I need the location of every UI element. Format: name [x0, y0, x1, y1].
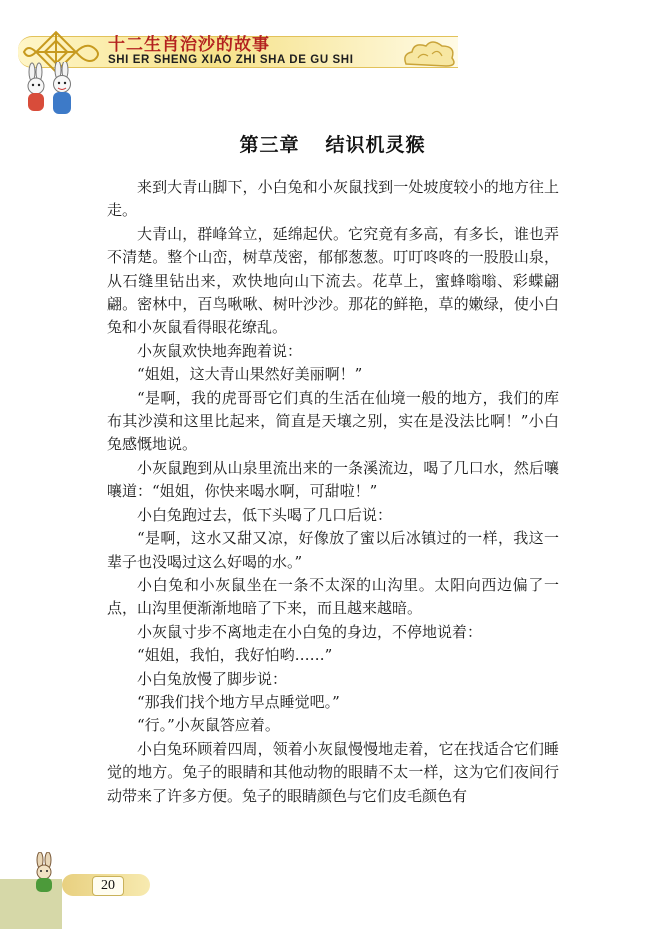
series-title: 十二生肖治沙的故事 — [108, 35, 270, 55]
chapter-heading — [0, 130, 665, 157]
paragraph: 小白兔放慢了脚步说： — [137, 669, 288, 688]
paragraph: 小灰鼠寸步不离地走在小白兔的身边，不停地说着： — [137, 622, 483, 641]
page-number: 20 — [92, 876, 124, 896]
paragraph: “是啊，这水又甜又凉，好像放了蜜以后冰镇过的一样，我这一辈子也没喝过这么好喝的水。” — [107, 529, 559, 571]
body-text — [107, 176, 559, 808]
chapter-title: 结识机灵猴 — [325, 134, 426, 156]
paragraph: “姐姐，我怕，我好怕哟……” — [137, 646, 333, 665]
paragraph: 小灰鼠跑到从山泉里流出来的一条溪流边，喝了几口水，然后嚷嚷道：“姐姐，你快来喝水啊，可甜啦！” — [107, 458, 559, 501]
page-header — [0, 0, 665, 120]
chapter-number: 第三章 — [239, 134, 300, 156]
series-pinyin: SHI ER SHENG XIAO ZHI SHA DE GU SHI — [108, 54, 354, 66]
cloud-icon — [400, 38, 460, 70]
paragraph: 大青山，群峰耸立，延绵起伏。它究竟有多高，有多长，谁也弄不清楚。整个山峦，树草茂密，郁郁葱葱。叮叮咚咚的一股股山泉，从石缝里钻出来，欢快地向山下流去。花草上，蜜蜂嗡嗡、彩蝶翩翩。密林中，百鸟啾啾、树叶沙沙。那花的鲜艳，草的嫩绿，使小白兔和小灰鼠看得眼花缭乱。 — [107, 224, 559, 337]
paragraph: 小白兔和小灰鼠坐在一条不太深的山沟里。太阳向西边偏了一点，山沟里便渐渐地暗了下来，而且越来越暗。 — [107, 575, 559, 618]
paragraph: “姐姐，这大青山果然好美丽啊！” — [137, 365, 363, 384]
rabbit-icon — [14, 62, 84, 120]
paragraph: “是啊，我的虎哥哥它们真的生活在仙境一般的地方，我们的库布其沙漠和这里比起来，简直是天壤之别，实在是没法比啊！”小白兔感慨地说。 — [107, 388, 559, 454]
paragraph: 小灰鼠欢快地奔跑着说： — [137, 341, 303, 360]
paragraph: 来到大青山脚下，小白兔和小灰鼠找到一处坡度较小的地方往上走。 — [107, 178, 559, 220]
paragraph: 小白兔跑过去，低下头喝了几口后说： — [137, 505, 393, 524]
paragraph: “那我们找个地方早点睡觉吧。” — [137, 692, 340, 711]
rabbit-icon — [26, 852, 66, 898]
paragraph: “行。”小灰鼠答应着。 — [137, 716, 280, 735]
paragraph: 小白兔环顾着四周，领着小灰鼠慢慢地走着，它在找适合它们睡觉的地方。兔子的眼睛和其他动物的眼睛不太一样，这为它们夜间行动带来了许多方便。兔子的眼睛颜色与它们皮毛颜色有 — [107, 739, 559, 805]
